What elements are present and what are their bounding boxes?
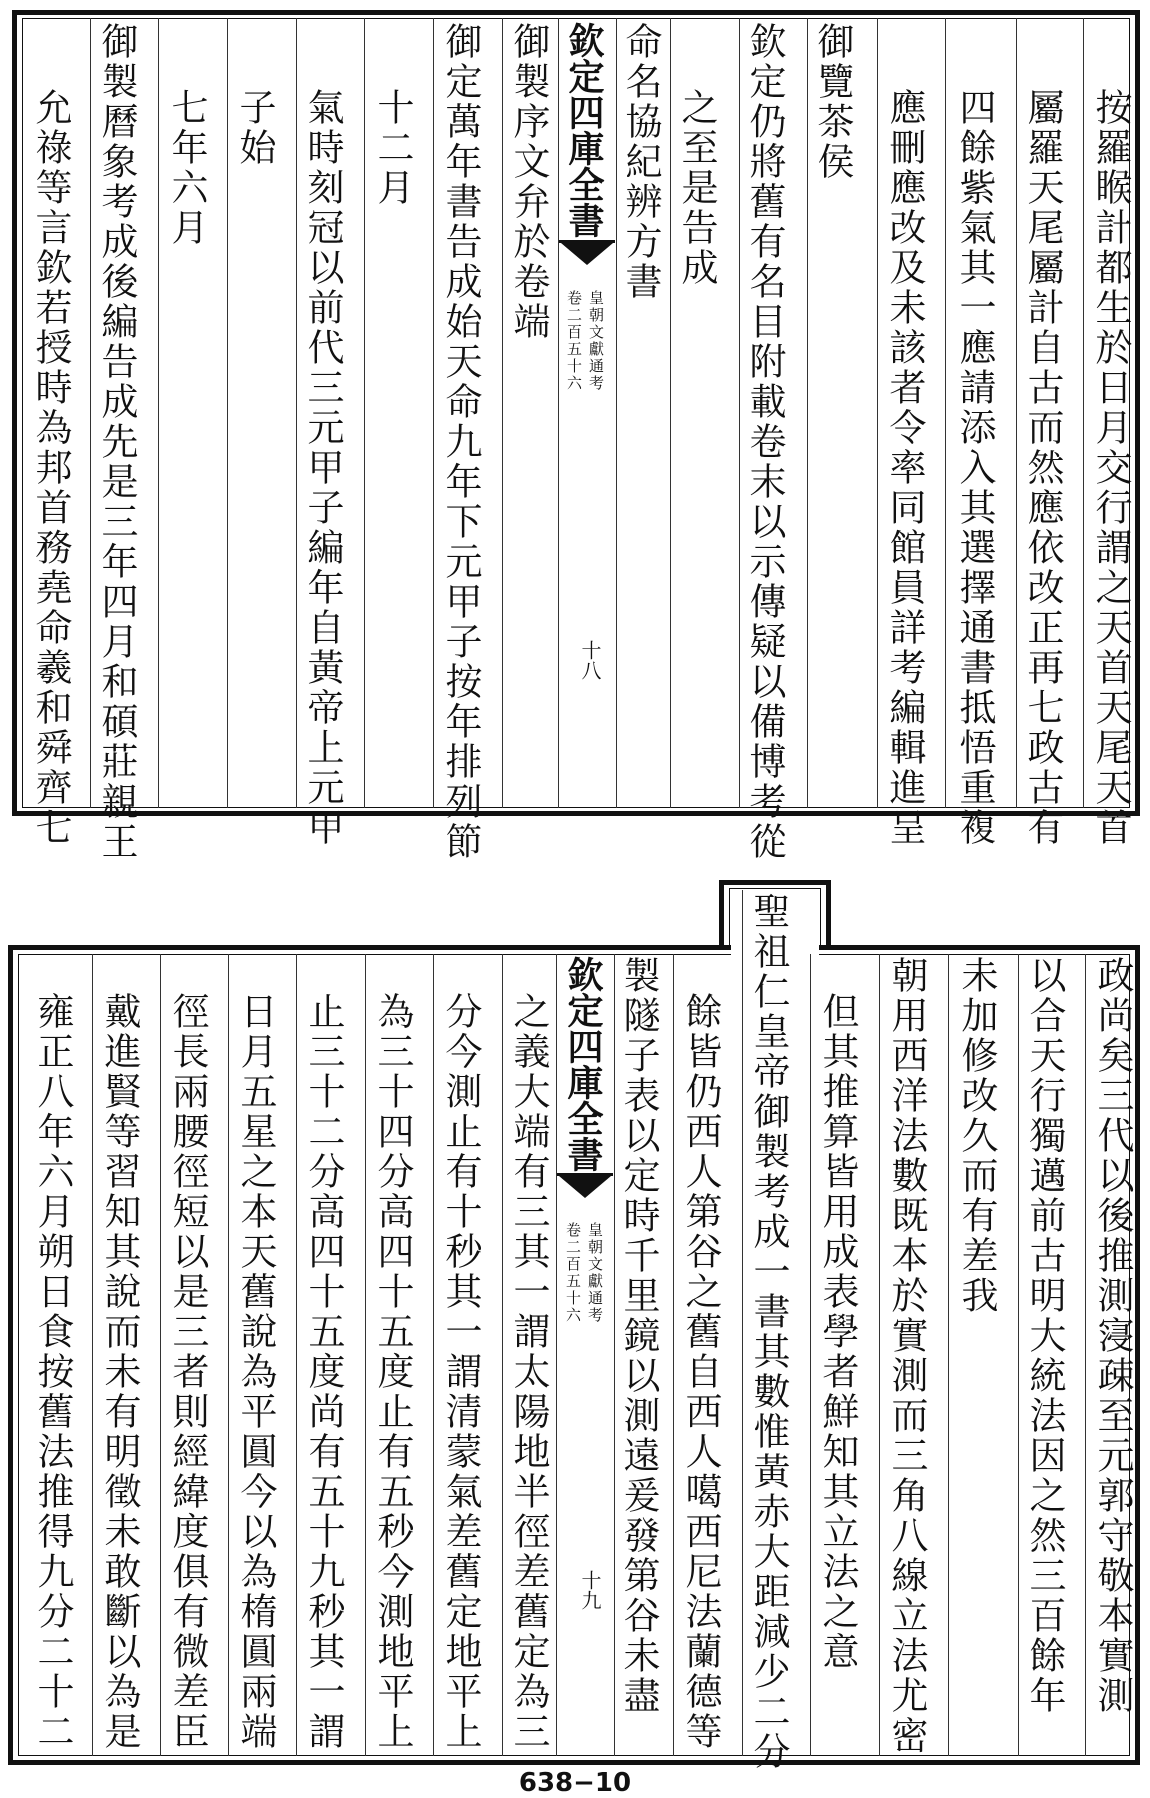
column-rule [502, 954, 503, 1756]
meta-book-title: 皇朝文獻通考 [587, 290, 605, 392]
column-rule [433, 18, 434, 808]
text-column: 之至是告成 [675, 88, 718, 288]
text-column: 未加修改久而有差我 [955, 956, 998, 1316]
column-rule [365, 954, 366, 1756]
fishtail-mark [559, 1176, 611, 1198]
center-book-title: 欽定四庫全書 [562, 956, 604, 1172]
column-rule [948, 954, 949, 1756]
column-rule [296, 954, 297, 1756]
text-column: 餘皆仍西人第谷之舊自西人噶西尼法蘭德等 [679, 992, 722, 1752]
column-rule [1085, 954, 1086, 1756]
text-column: 分今測止有十秒其一謂清蒙氣差舊定地平上 [439, 992, 482, 1752]
column-rule [1016, 18, 1017, 808]
text-column: 止三十二分高四十五度尚有五十九秒其一謂 [302, 992, 345, 1752]
folio-number: 十八 [578, 640, 602, 680]
column-rule [227, 18, 228, 808]
text-column: 御製曆象考成後編告成先是三年四月和碩莊親王 [95, 22, 138, 862]
column-rule [807, 18, 808, 808]
text-column: 製隧子表以定時千里鏡以測遠爰發第谷未盡 [617, 956, 660, 1716]
column-rule [502, 18, 503, 808]
column-rule [670, 18, 671, 808]
column-rule [879, 954, 880, 1756]
text-column: 御覽茶侯 [811, 22, 854, 182]
text-column: 十二月 [371, 88, 414, 208]
column-rule [1018, 954, 1019, 1756]
meta-volume: 卷二百五十六 [565, 290, 583, 392]
text-column: 子始 [233, 88, 276, 168]
text-column: 屬羅天尾屬計自古而然應依改正再七政古有 [1021, 88, 1064, 848]
text-column: 御定萬年書告成始天命九年下元甲子按年排列節 [439, 22, 482, 862]
text-column: 徑長兩腰徑短以是三者則經緯度俱有微差臣 [166, 992, 209, 1752]
text-column: 為三十四分高四十五度止有五秒今測地平上 [371, 992, 414, 1752]
column-rule [228, 954, 229, 1756]
column-rule [673, 954, 674, 1756]
text-column: 聖祖仁皇帝御製考成一書其數惟黃赤大距減少二分 [747, 892, 790, 1772]
text-column: 欽定仍將舊有名目附載卷末以示傳疑以備博考從 [743, 22, 786, 862]
page-number-footer: 638−10 [518, 1768, 632, 1798]
bottom-page [0, 880, 1150, 1770]
text-column: 四餘紫氣其一應請添入其選擇通書抵悟重複 [953, 88, 996, 848]
column-rule [556, 954, 557, 1756]
center-book-title: 欽定四庫全書 [563, 22, 605, 238]
text-column: 御製序文弁於卷端 [507, 22, 550, 342]
folio-number: 十九 [578, 1570, 602, 1610]
column-rule [877, 18, 878, 808]
text-column: 七年六月 [165, 88, 208, 248]
column-rule [810, 954, 811, 1756]
column-rule [1083, 18, 1084, 808]
column-rule [558, 18, 559, 808]
text-column: 政尚矣三代以後推測寖疎至元郭守敬本實測 [1091, 956, 1134, 1716]
column-rule [160, 954, 161, 1756]
text-column: 氣時刻冠以前代三元甲子編年自黃帝上元甲 [301, 88, 344, 848]
meta-volume: 卷二百五十六 [564, 1222, 582, 1324]
text-column: 允祿等言欽若授時為邦首務堯命羲和舜齊七 [29, 88, 72, 848]
text-column: 之義大端有三其一謂太陽地半徑差舊定為三 [507, 992, 550, 1752]
text-column: 雍正八年六月朔日食按舊法推得九分二十二 [31, 992, 74, 1752]
text-column: 按羅睺計都生於日月交行謂之天首天尾天首 [1089, 88, 1132, 848]
text-column: 以合天行獨邁前古明大統法因之然三百餘年 [1023, 956, 1066, 1716]
column-rule [945, 18, 946, 808]
text-column: 應刪應改及未該者令率同館員詳考編輯進呈 [883, 88, 926, 848]
text-column: 日月五星之本天舊說為平圓今以為楕圓兩端 [234, 992, 277, 1752]
top-page [0, 0, 1150, 862]
fishtail-mark [561, 243, 613, 265]
column-rule [296, 18, 297, 808]
text-column: 但其推算皆用成表學者鮮知其立法之意 [816, 992, 859, 1672]
column-rule [614, 954, 615, 1756]
column-rule [90, 18, 91, 808]
column-rule [616, 18, 617, 808]
column-rule [92, 954, 93, 1756]
text-column: 命名協紀辨方書 [619, 22, 662, 302]
column-rule [158, 18, 159, 808]
text-column: 戴進賢等習知其說而未有明徵未敢斷以為是 [98, 992, 141, 1752]
column-rule [364, 18, 365, 808]
column-rule [742, 890, 743, 1756]
column-rule [739, 18, 740, 808]
column-rule [433, 954, 434, 1756]
text-column: 朝用西洋法數既本於實測而三角八線立法尤密 [885, 956, 928, 1756]
meta-book-title: 皇朝文獻通考 [586, 1222, 604, 1324]
